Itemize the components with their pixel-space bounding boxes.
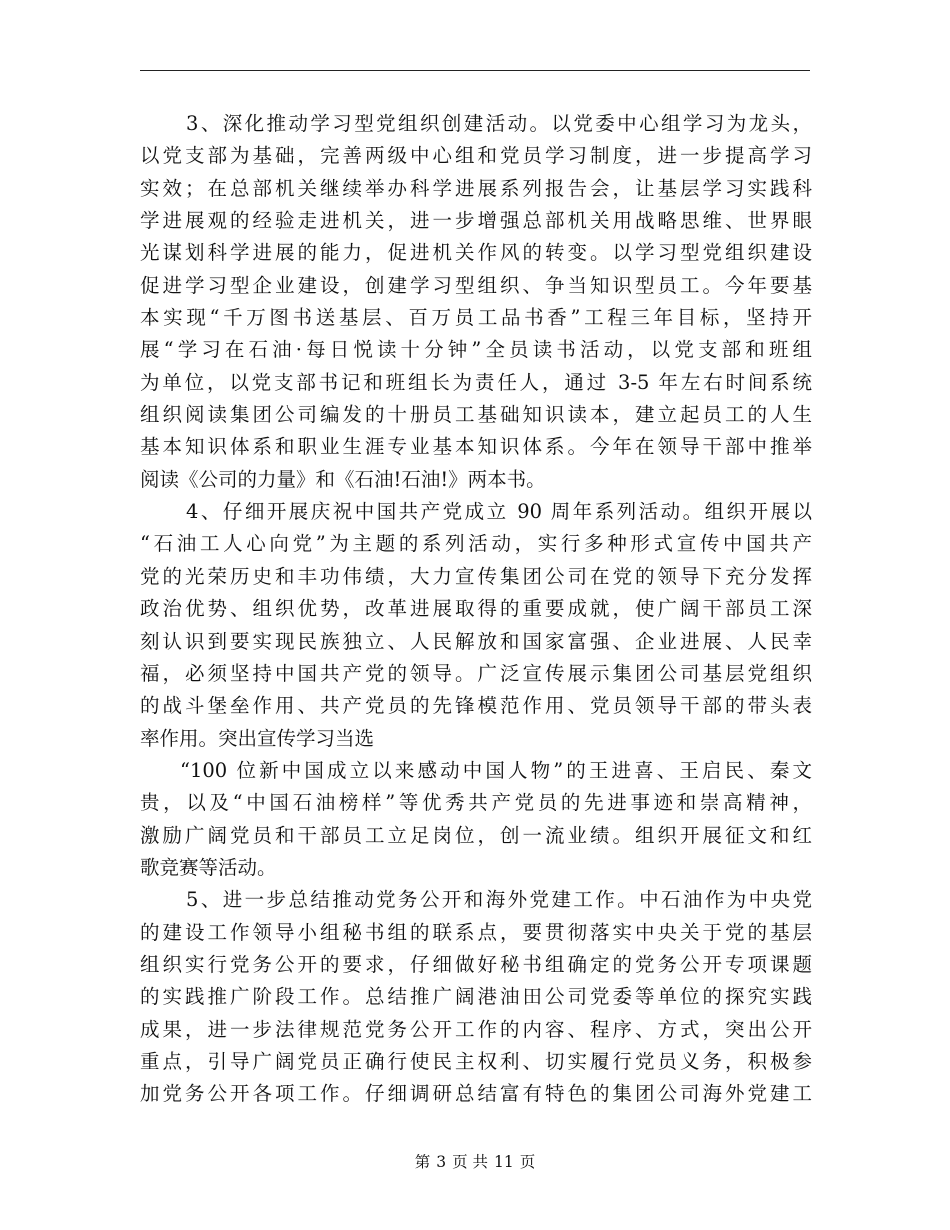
text-line: 以党支部为基础，完善两级中心组和党员学习制度，进一步提高学习 (140, 144, 812, 168)
text-line: 展“学习在石油·每日悦读十分钟”全员读书活动，以党支部和班组 (140, 338, 812, 362)
page-footer (0, 1150, 950, 1172)
paragraph-5 (140, 884, 812, 1110)
text-line: 贵，以及“中国石油榜样”等优秀共产党员的先进事迹和崇高精神， (140, 791, 812, 815)
text-line: 光谋划科学进展的能力，促进机关作风的转变。以学习型党组织建设 (140, 241, 812, 265)
paragraph-continuation (140, 755, 812, 884)
text-line: 4、仔细开展庆祝中国共产党成立 90 周年系列活动。组织开展以 (186, 500, 812, 524)
text-line: 促进学习型企业建设，创建学习型组织、争当知识型员工。今年要基 (140, 273, 812, 297)
text-line: 党的光荣历史和丰功伟绩，大力宣传集团公司在党的领导下充分发挥 (140, 564, 812, 588)
text-line: “100 位新中国成立以来感动中国人物”的王进喜、王启民、秦文 (180, 758, 812, 782)
text-line: 阅读《公司的力量》和《石油!石油!》两本书。 (140, 467, 546, 491)
text-line: 3、深化推动学习型党组织创建活动。以党委中心组学习为龙头， (186, 112, 812, 135)
text-line: 基本知识体系和职业生涯专业基本知识体系。今年在领导干部中推举 (140, 435, 812, 459)
text-line: 的建设工作领导小组秘书组的联系点，要贯彻落实中央关于党的基层 (140, 920, 812, 944)
text-line: 组织实行党务公开的要求，仔细做好秘书组确定的党务公开专项课题 (140, 952, 812, 976)
header-rule (140, 70, 810, 71)
document-body (140, 108, 812, 1111)
footer-suffix: 页 (519, 1153, 536, 1171)
footer-prefix: 第 (414, 1153, 431, 1171)
paragraph-3 (140, 108, 812, 496)
footer-middle: 页 共 (452, 1153, 489, 1171)
text-line: 政治优势、组织优势，改革进展取得的重要成就，使广阔干部员工深 (140, 597, 812, 621)
text-line: 重点，引导广阔党员正确行使民主权利、切实履行党员义务，积极参 (140, 1049, 812, 1073)
text-line: 刻认识到要实现民族独立、人民解放和国家富强、企业进展、人民幸 (140, 629, 812, 653)
total-page-count: 11 (494, 1153, 514, 1171)
text-line: 歌竞赛等活动。 (140, 855, 277, 879)
text-line: “石油工人心向党”为主题的系列活动，实行多种形式宣传中国共产 (140, 532, 812, 556)
current-page-number: 3 (436, 1153, 447, 1171)
text-line: 率作用。突出宣传学习当选 (140, 726, 375, 750)
text-line: 激励广阔党员和干部员工立足岗位，创一流业绩。组织开展征文和红 (140, 823, 812, 847)
text-line: 本实现“千万图书送基层、百万员工品书香”工程三年目标，坚持开 (140, 306, 812, 330)
text-line: 的实践推广阶段工作。总结推广阔港油田公司党委等单位的探究实践 (140, 985, 812, 1009)
text-line: 为单位，以党支部书记和班组长为责任人，通过 3-5 年左右时间系统 (140, 370, 812, 394)
text-line: 组织阅读集团公司编发的十册员工基础知识读本，建立起员工的人生 (140, 403, 812, 427)
text-line: 福，必须坚持中国共产党的领导。广泛宣传展示集团公司基层党组织 (140, 661, 812, 685)
text-line: 成果，进一步法律规范党务公开工作的内容、程序、方式，突出公开 (140, 1017, 812, 1041)
text-line: 5、进一步总结推动党务公开和海外党建工作。中石油作为中央党 (186, 888, 812, 912)
text-line: 加党务公开各项工作。仔细调研总结富有特色的集团公司海外党建工 (140, 1082, 812, 1106)
text-line: 的战斗堡垒作用、共产党员的先锋模范作用、党员领导干部的带头表 (140, 694, 812, 718)
text-line: 实效；在总部机关继续举办科学进展系列报告会，让基层学习实践科 (140, 176, 812, 200)
paragraph-4 (140, 496, 812, 755)
text-line: 学进展观的经验走进机关，进一步增强总部机关用战略思维、世界眼 (140, 209, 812, 233)
